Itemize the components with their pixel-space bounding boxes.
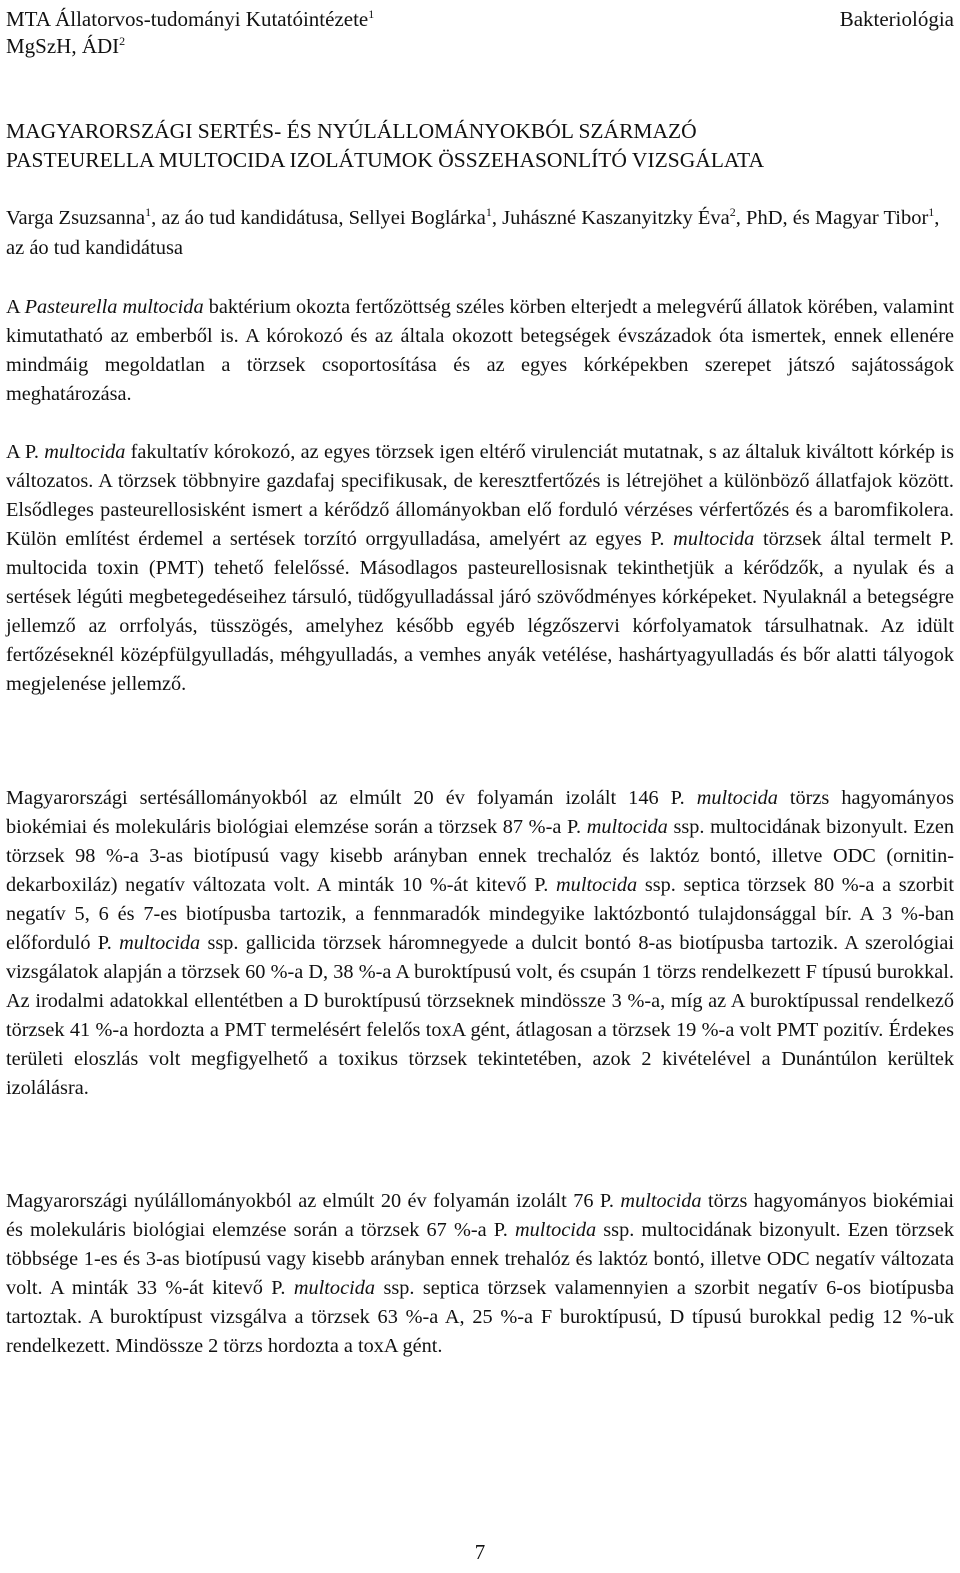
institute-line-2: MgSzH, ÁDI$^2$ [6, 34, 126, 58]
paragraph-introduction: A Pasteurella multocida baktérium okozta fertőzöttség széles körben elterjedt a melegvérű állatok körében, valamint kimutatható az emberből is. A kórokozó és az általa okozott betegségek évszázadok óta ismertek, ennek ellenére mindmáig megoldatlan a törzsek csoportosítása és az egyes kórképekben szerepet játszó sajátosságok meghatározása. [6, 296, 954, 405]
paragraph-swine-results: Magyarországi sertésállományokból az elmúlt 20 év folyamán izolált 146 P. multocida törzs hagyományos biokémiai és molekuláris biológiai elemzése során a törzsek 87 %-a P. multocida ssp. multocidának bizonyult. Ezen törzsek 98 %-a 3-as biotípusú vagy kisebb arányban ennek trechalóz és laktóz bontó, illetve ODC (ornitin-dekarboxiláz) negatív változata volt. A minták 10 %-át kitevő P. multocida ssp. septica törzsek 80 %-a a szorbit negatív 5, 6 és 7-es biotípusba tartozik, a fennmaradók mindegyike laktózbontó tulajdonsággal bír. A 3 %-ban előforduló P. multocida ssp. gallicida törzsek háromnegyede a dulcit bontó 8-as biotípusba tartozik. A szerológiai vizsgálatok alapján a törzsek 60 %-a D, 38 %-a A buroktípusú volt, és csupán 1 törzs rendelkezett F típusú burokkal. Az irodalmi adatokkal ellentétben a D buroktípusú törzseknek mindössze 3 %-a, míg az A buroktípussal rendelkező törzsek 41 %-a hordozta a PMT termelésért felelős toxA gént, átlagosan a törzsek 19 %-a volt PMT pozitív. Érdekes területi eloszlás volt megfigyelhető a toxikus törzsek tekintetében, azok 2 kivételével a Dunántúlon kerültek izolálásra. [6, 787, 955, 1099]
affiliation-marker: 2 [119, 34, 126, 48]
page-number: 7 [474, 1540, 486, 1564]
title-line-1: MAGYARORSZÁGI SERTÉS- ÉS NYÚLÁLLOMÁNYOKBÓL SZÁRMAZÓ [6, 119, 697, 143]
affiliation-marker: 1 [368, 7, 375, 21]
paragraph-rabbit-results: Magyarországi nyúlállományokból az elmúlt 20 év folyamán izolált 76 P. multocida törzs hagyományos biokémiai és molekuláris biológiai elemzése során a törzsek 67 %-a P. multocida ssp. multocidának bizonyult. Ezen törzsek többsége 1-es és 3-as biotípusú vagy kisebb arányban ennek trehalóz és laktóz bontó, illetve ODC negatív változata volt. A minták 33 %-át kitevő P. multocida ssp. septica törzsek valamennyien a szorbit negatív 6-os biotípusba tartoztak. A buroktípust vizsgálva a törzsek 63 %-a A, 25 %-a F buroktípusú, D típusú burokkal pedig 12 %-uk rendelkezett. Mindössze 2 törzs hordozta a toxA gént. [6, 1190, 955, 1357]
section-label: Bakteriológia [839, 7, 954, 31]
institute-line-1: MTA Állatorvos-tudományi Kutatóintézete$^1$ [6, 7, 375, 31]
institute-block [6, 6, 374, 60]
paragraph-pathogenesis: A P. multocida fakultatív kórokozó, az egyes törzsek igen eltérő virulenciát mutatnak, s az általuk kiváltott kórkép is változatos. A törzsek többnyire gazdafaj specifikusak, de keresztfertőzés is létrejöhet a különböző állatfajok között. Elsődleges pasteurellosisként ismert a kérődző állományokban elő forduló vérzéses vérfertőzés és a baromfikolera. Külön említést érdemel a sertések torzító orrgyulladása, amelyért az egyes P. multocida törzsek által termelt P. multocida toxin (PMT) tehető felelőssé. Másodlagos pasteurellosisnak tekinthetjük a kérődzők, a nyulak és a sertések légúti megbetegedéseihez társuló, tüdőgyulladással járó szövődményes kórképeket. Nyulaknál a betegségre jellemző az orrfolyás, tüsszögés, amelyhez később egyéb légzőszervi kórfolyamatok társulhatnak. Az idült fertőzéseknél középfülgyulladás, méhgyulladás, a vemhes anyák vetélése, hashártyagyulladás és bőr alatti tályogok megjelenése jellemző. [6, 441, 954, 695]
author-list: Varga Zsuzsanna$^1$, az áo tud kandidátusa, Sellyei Boglárka$^1$, Juhászné Kaszanyitzky Éva$^2$, PhD, és Magyar Tibor$^1$, az áo tud kandidátusa [6, 205, 940, 259]
title-line-2: PASTEURELLA MULTOCIDA IZOLÁTUMOK ÖSSZEHASONLÍTÓ VIZSGÁLATA [6, 148, 764, 172]
paper-title [6, 117, 954, 175]
